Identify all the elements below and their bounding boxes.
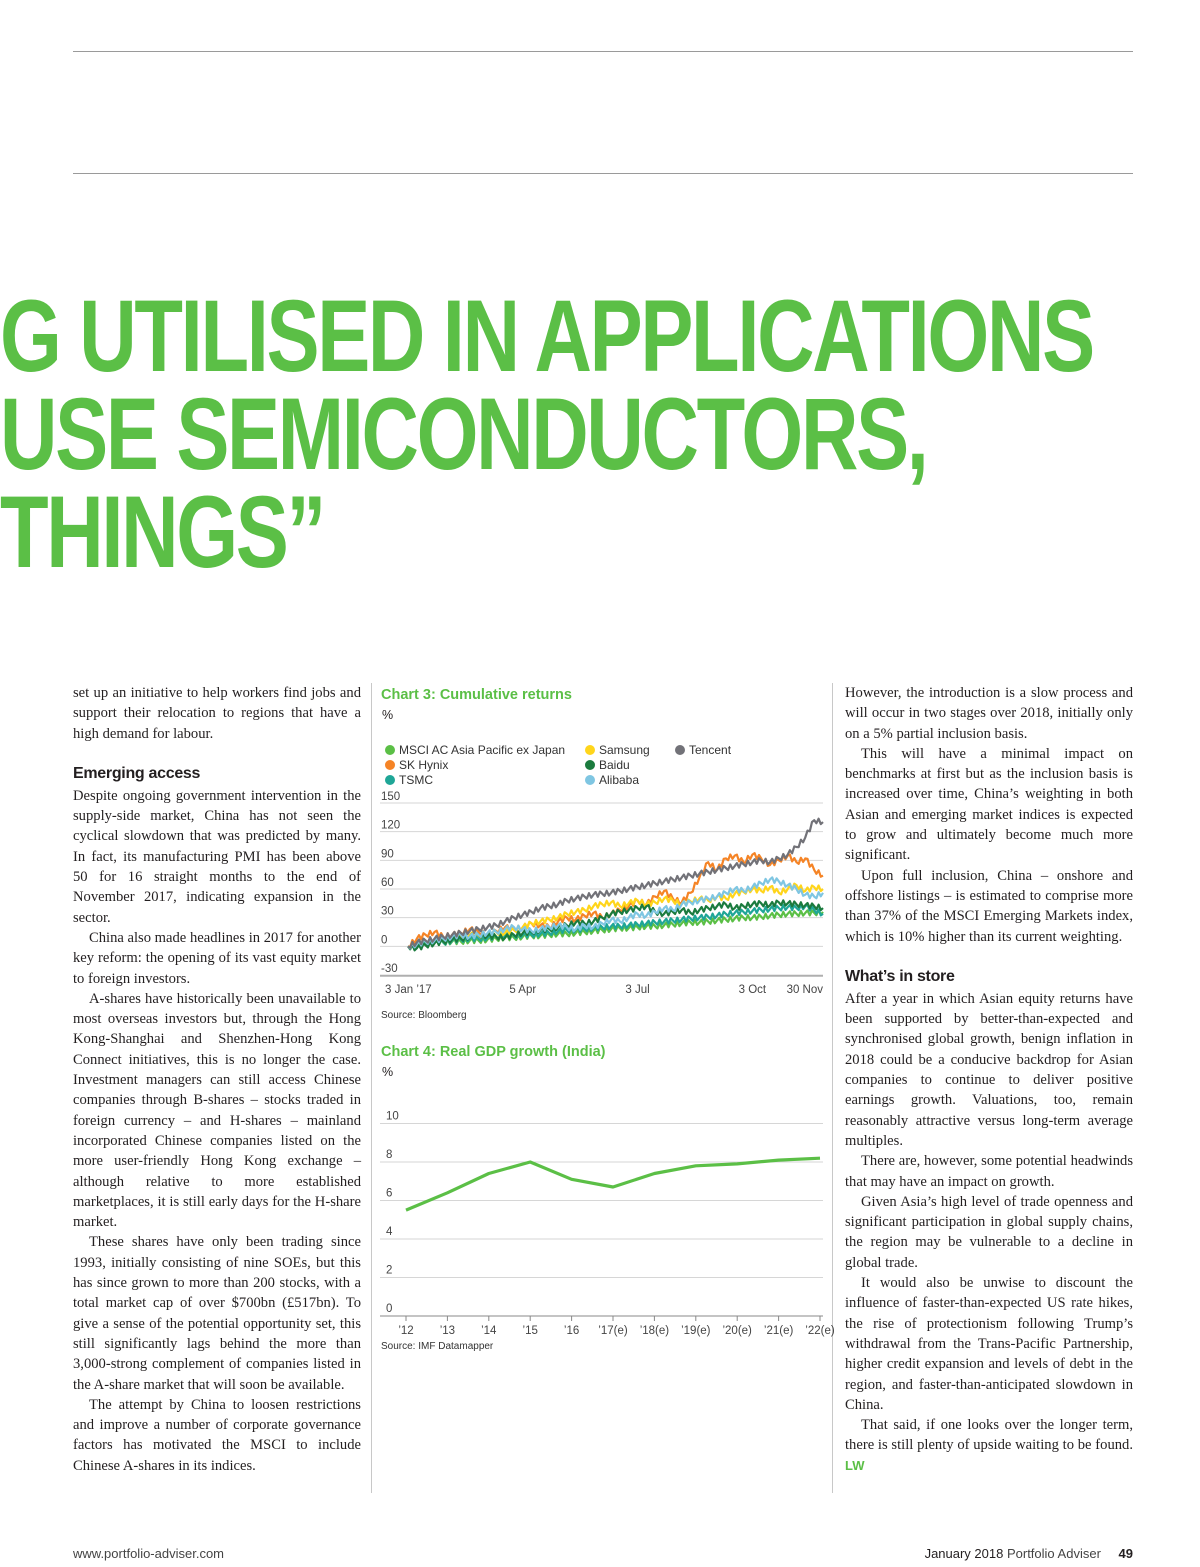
paragraph: A-shares have historically been unavailable to most overseas investors but, through the Hong Kong-Shanghai and Shenzhen-Hong Kong Connect initiatives, this is no longer the case. Investment managers can still access Chinese companies through B-shares – stocks traded in foreign currency – and H-shares – mainland incorporated Chinese companies listed on the more user-friendly Hong Kong exchange – although relative to more established marketplaces, it is still early days for the H-share market. <box>73 990 361 1231</box>
chart-4-title: Chart 4: Real GDP growth (India) <box>381 1044 606 1060</box>
chart-3-unit: % <box>382 708 394 722</box>
y-tick-label: 0 <box>386 1303 393 1315</box>
legend-swatch <box>675 745 685 755</box>
y-tick-label: -30 <box>381 963 398 975</box>
y-tick-label: 30 <box>381 905 394 918</box>
top-rule <box>73 51 1133 52</box>
legend-item <box>585 743 650 757</box>
paragraph: It would also be unwise to discount the influence of faster-than-expected US rate hikes, the rise of protectionism following Trump’s withdrawal from the Trans-Pacific Partnership, higher credit expansion and levels of debt in the region, and faster-than-anticipated slowdown in China. <box>845 1275 1133 1413</box>
x-tick-label: 30 Nov <box>786 984 823 996</box>
x-tick-label: ’18(e) <box>639 1325 670 1337</box>
legend-label: Samsung <box>599 743 650 757</box>
column-divider <box>371 683 372 1493</box>
chart-4-unit: % <box>382 1065 394 1079</box>
legend-swatch <box>385 775 395 785</box>
page-number: 49 <box>1118 1546 1133 1561</box>
pull-quote-line: THINGS” <box>0 475 324 589</box>
y-tick-label: 8 <box>386 1149 393 1161</box>
y-tick-label: 10 <box>386 1110 399 1123</box>
paragraph: After a year in which Asian equity returns have been supported by better-than-expected and synchronised global growth, benign inflation in 2018 could be a conducive backdrop for Asian companies to continue to deliver positive earnings growth. Valuations, too, remain reasonably attractive versus long-term average multiples. <box>845 990 1133 1149</box>
x-tick-label: ’15 <box>522 1325 538 1337</box>
legend-item <box>585 773 639 787</box>
pull-quote-line: USE SEMICONDUCTORS, <box>0 377 927 491</box>
chart-4-source: Source: IMF Datamapper <box>381 1341 494 1352</box>
series-line <box>408 853 823 947</box>
legend-item <box>675 743 731 757</box>
footer-right <box>925 1546 1133 1561</box>
x-tick-label: 3 Jul <box>625 984 650 996</box>
section-heading: Emerging access <box>73 764 201 782</box>
legend-item <box>585 758 630 772</box>
chart-3-legend <box>385 743 825 793</box>
chart-3-source: Source: Bloomberg <box>381 1010 467 1021</box>
x-tick-label: ’22(e) <box>805 1325 835 1337</box>
y-tick-label: 60 <box>381 877 394 889</box>
x-tick-label: 3 Oct <box>738 984 767 996</box>
pull-quote-line: G UTILISED IN APPLICATIONS <box>0 279 1093 393</box>
y-tick-label: 6 <box>386 1187 393 1200</box>
paragraph <box>845 1415 1133 1476</box>
x-tick-label: ’16 <box>563 1325 580 1337</box>
legend-swatch <box>385 760 395 770</box>
gdp-line <box>406 1158 820 1210</box>
paragraph: This will have a minimal impact on benchmarks at first but as the inclusion basis is increased over time, China’s weighting in both Asian and emerging market indices is expected to grow and ultimately become much more significant. <box>845 745 1133 864</box>
chart-4-plot <box>378 1085 835 1340</box>
x-tick-label: ’13 <box>439 1325 456 1337</box>
x-tick-label: ’12 <box>398 1325 414 1337</box>
y-tick-label: 150 <box>381 791 401 803</box>
y-tick-label: 90 <box>381 848 394 861</box>
y-tick-label: 2 <box>386 1264 393 1277</box>
paragraph: set up an initiative to help workers find jobs and support their relocation to regions that have a high demand for labour. <box>73 685 361 742</box>
second-rule <box>73 173 1133 174</box>
chart-3-title: Chart 3: Cumulative returns <box>381 687 572 703</box>
legend-swatch <box>585 745 595 755</box>
right-column <box>845 683 1133 1476</box>
footer-issue: January 2018 <box>924 1546 1004 1561</box>
footer-url: www.portfolio-adviser.com <box>73 1546 224 1561</box>
legend-label: SK Hynix <box>399 758 449 772</box>
footer-publication: Portfolio Adviser <box>1006 1546 1101 1561</box>
x-tick-label: ’20(e) <box>722 1325 752 1337</box>
x-tick-label: 5 Apr <box>509 984 537 996</box>
x-tick-label: ’21(e) <box>763 1325 794 1337</box>
paragraph: Upon full inclusion, China – onshore and offshore listings – is estimated to comprise more than 37% of the MSCI Emerging Markets index, which is 10% higher than its current weighting. <box>845 867 1133 945</box>
legend-label: MSCI AC Asia Pacific ex Japan <box>399 743 566 757</box>
legend-label: Baidu <box>599 758 630 772</box>
y-tick-label: 4 <box>386 1226 393 1238</box>
legend-item <box>385 773 433 787</box>
paragraph: There are, however, some potential headwinds that may have an impact on growth. <box>845 1153 1133 1190</box>
legend-label: TSMC <box>399 773 433 787</box>
y-tick-label: 0 <box>381 934 388 947</box>
section-heading: What’s in store <box>845 967 955 985</box>
paragraph: Given Asia’s high level of trade openness and significant participation in global supply chains, the region may be vulnerable to a decline in global trade. <box>845 1193 1133 1271</box>
paragraph: However, the introduction is a slow process and will occur in two stages over 2018, initially only on a 5% partial inclusion basis. <box>845 685 1133 742</box>
paragraph: These shares have only been trading since 1993, initially consisting of nine SOEs, but this has since grown to more than 200 stocks, with a total market cap of over $700bn (£517bn). To give a sense of the potential opportunity set, this still significantly lags behind the more than 3,000-strong complement of companies listed in the A-share market that will soon be available. <box>73 1234 361 1393</box>
x-tick-label: ’17(e) <box>598 1325 628 1337</box>
pull-quote <box>0 275 1200 595</box>
chart-3-plot <box>378 791 828 1007</box>
legend-label: Alibaba <box>599 773 640 787</box>
legend-swatch <box>585 760 595 770</box>
left-column <box>73 683 361 1476</box>
x-tick-label: ’14 <box>481 1325 497 1337</box>
legend-swatch <box>585 775 595 785</box>
y-tick-label: 120 <box>381 819 401 832</box>
paragraph: The attempt by China to loosen restrictions and improve a number of corporate governance factors has motivated the MSCI to include Chinese A-shares in its indices. <box>73 1396 361 1474</box>
legend-swatch <box>385 745 395 755</box>
paragraph: Despite ongoing government intervention in the supply-side market, China has not seen the cyclical slowdown that was predicted by many. In fact, its manufacturing PMI has been above 50 for 16 straight months to the end of November 2017, indicating expansion in the sector. <box>73 787 361 926</box>
legend-item <box>385 743 565 757</box>
legend-item <box>385 758 448 772</box>
paragraph: China also made headlines in 2017 for another key reform: the opening of its vast equity market to foreign investors. <box>73 929 361 987</box>
legend-label: Tencent <box>689 743 732 757</box>
column-divider <box>832 683 833 1493</box>
final-sentence: That said, if one looks over the longer term, there is still plenty of upside waiting to be found. <box>845 1417 1133 1454</box>
author-signoff: LW <box>845 1457 865 1473</box>
x-tick-label: 3 Jan ’17 <box>385 984 432 996</box>
x-tick-label: ’19(e) <box>681 1325 711 1337</box>
